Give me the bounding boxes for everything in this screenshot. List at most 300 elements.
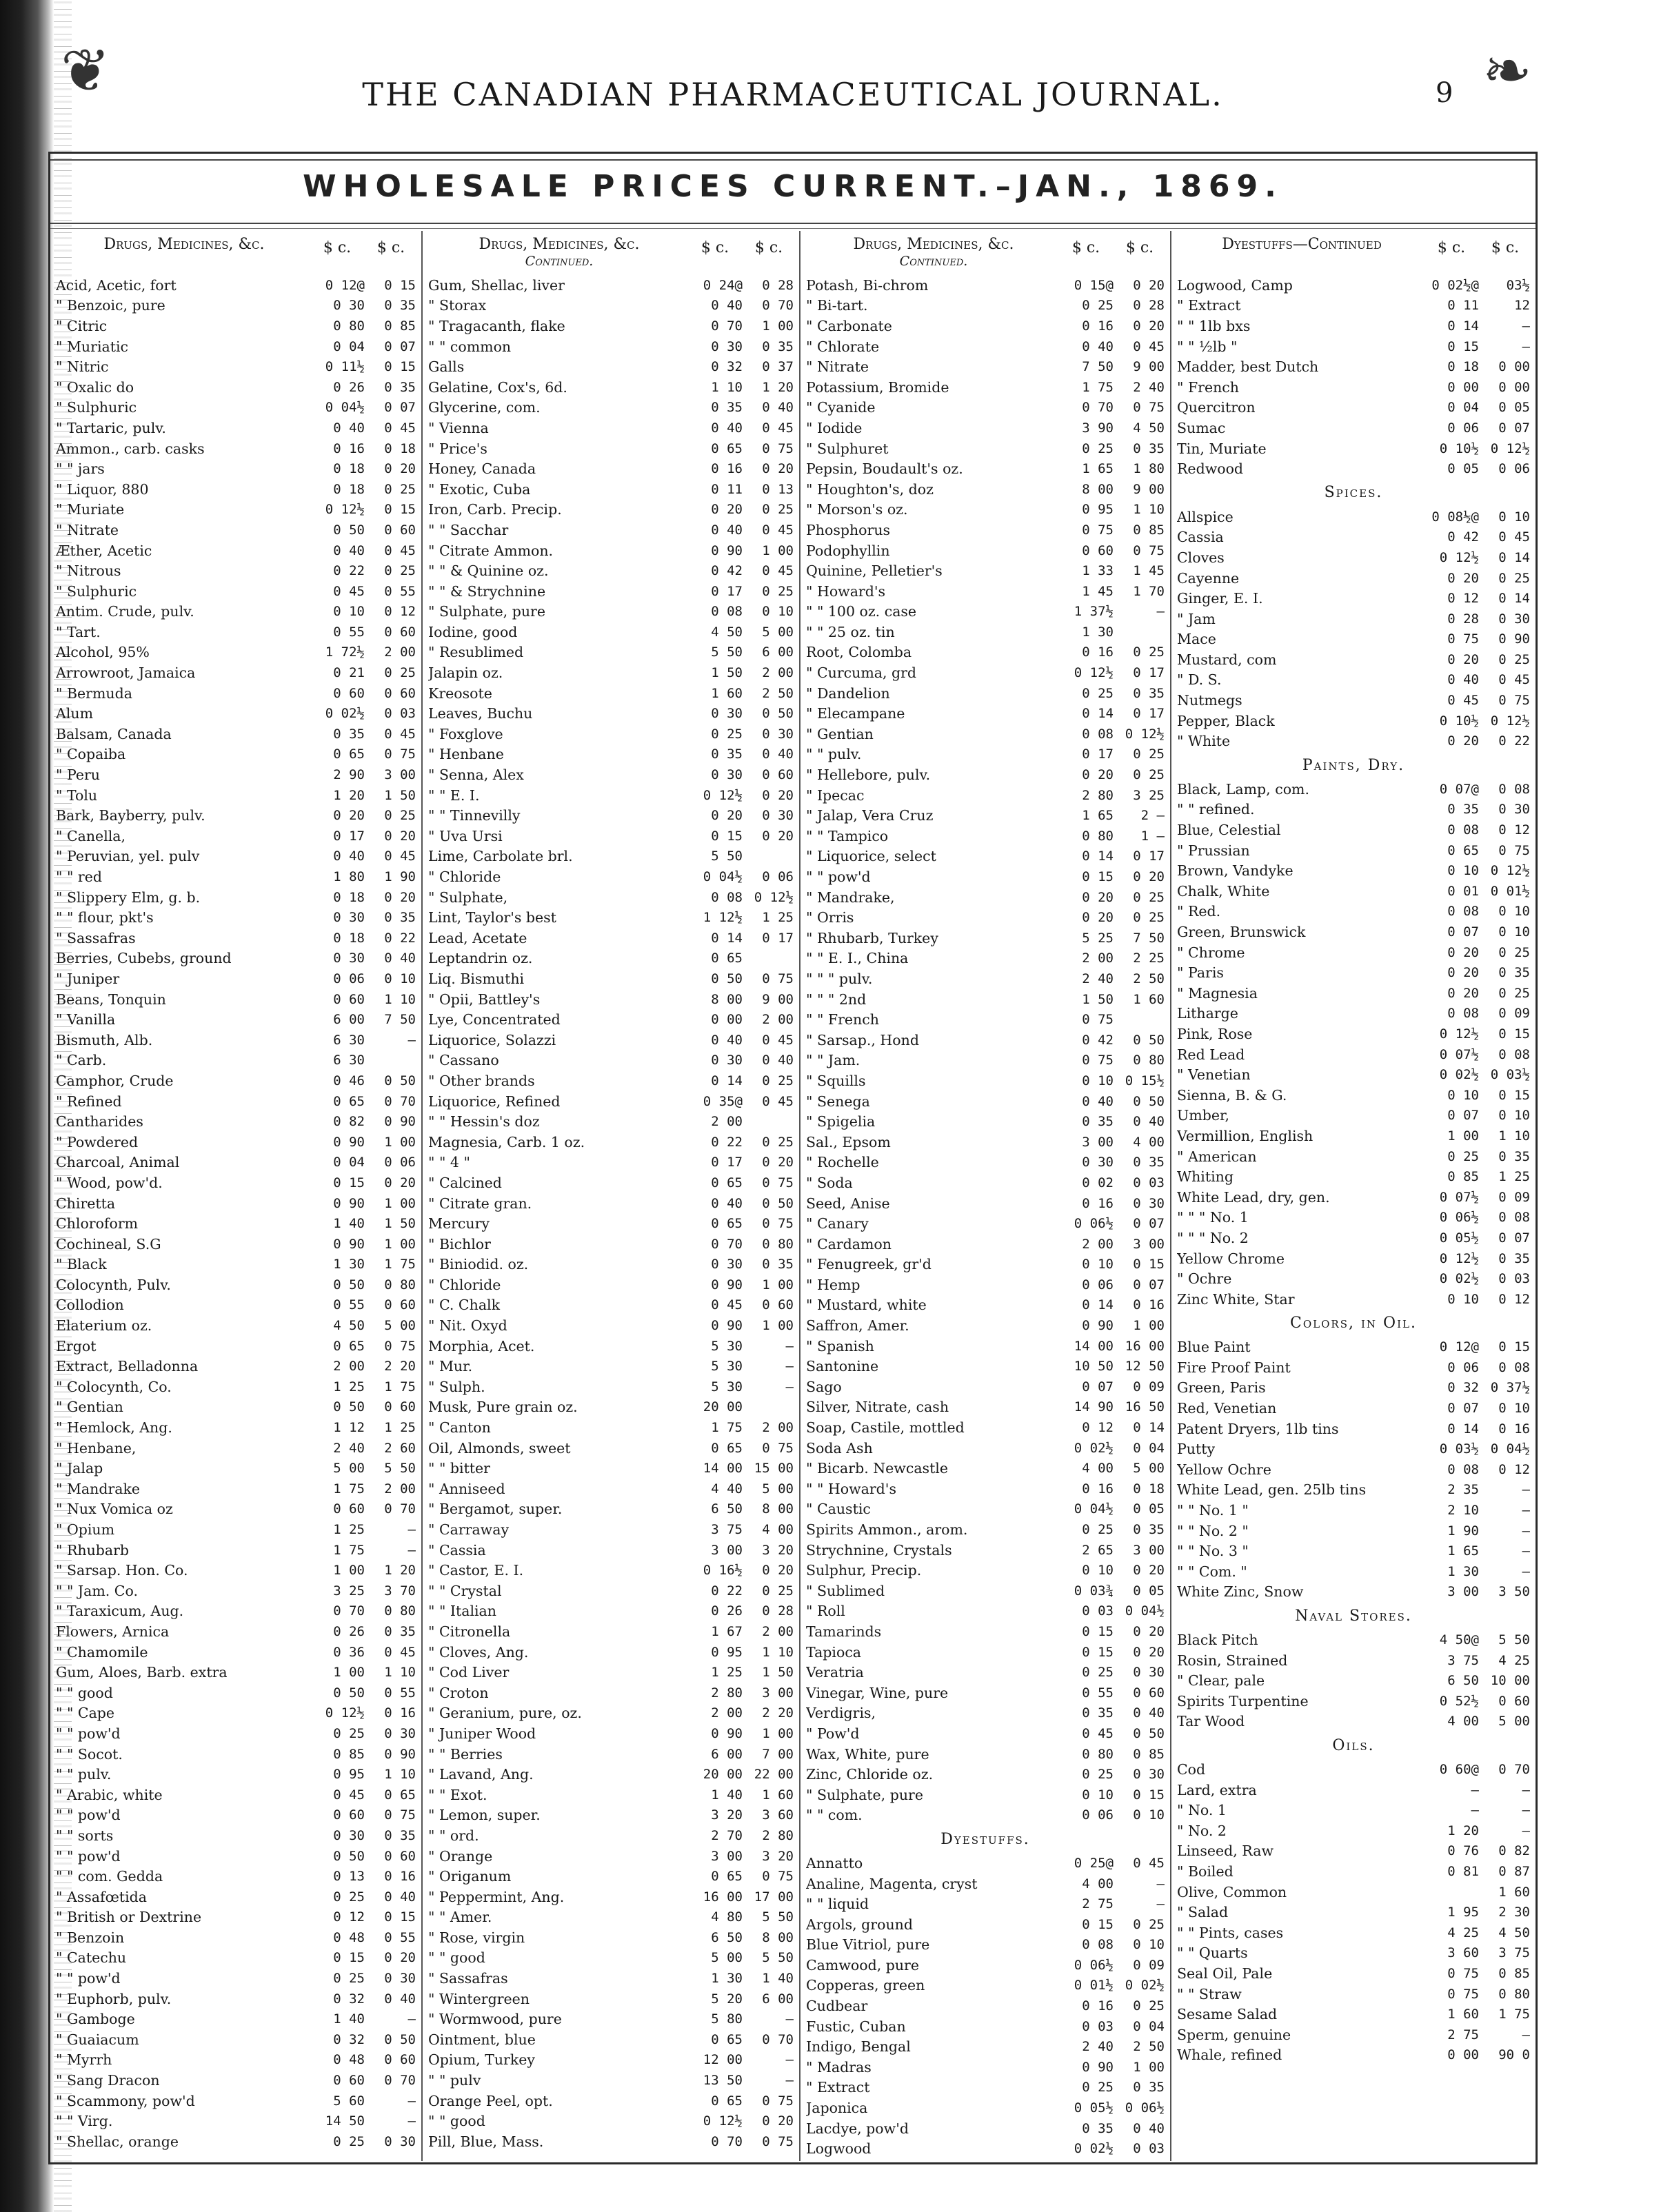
price-high: 0 30 xyxy=(384,1971,416,1987)
price-low: 0 15 xyxy=(1447,338,1479,354)
price-row xyxy=(56,2111,416,2131)
price-low: 0 25 xyxy=(1447,1148,1479,1164)
price-low: 0 15 xyxy=(1082,1623,1114,1639)
price-low: 5 50 xyxy=(711,849,743,864)
price-low: 0 06 xyxy=(333,971,365,986)
column-title xyxy=(428,236,690,270)
column-units xyxy=(1427,236,1530,256)
item-name: " Peru xyxy=(56,767,100,784)
price-high: 0 25 xyxy=(1133,910,1165,926)
item-name: " Biniodid. oz. xyxy=(428,1256,529,1273)
price-row xyxy=(428,1173,794,1193)
price-high: 4 00 xyxy=(1133,1134,1165,1150)
item-name: Argols, ground xyxy=(806,1916,913,1933)
item-name: Sago xyxy=(806,1378,842,1395)
price-high: 0 30 xyxy=(1133,1767,1165,1783)
price-low: 0 17 xyxy=(333,828,365,844)
price-row xyxy=(428,581,794,602)
price-high: 4 50 xyxy=(1498,1925,1530,1940)
price-high: 0 35 xyxy=(1133,1522,1165,1538)
price-row xyxy=(428,1744,794,1765)
item-name: " " " 2nd xyxy=(806,991,867,1008)
price-row xyxy=(806,1874,1165,1894)
price-row xyxy=(1177,1268,1530,1289)
price-low: 0 60 xyxy=(333,1501,365,1517)
price-low: 3 60 xyxy=(1447,1945,1479,1961)
price-high: 0 01½ xyxy=(1490,883,1530,899)
item-name: " Nitrate xyxy=(806,358,869,376)
price-low: 3 00 xyxy=(711,1542,743,1558)
price-row xyxy=(56,887,416,908)
price-low: 0 14 xyxy=(1082,849,1114,864)
price-row xyxy=(56,1336,416,1357)
item-name: Iodine, good xyxy=(428,623,518,640)
price-high: 12 50 xyxy=(1125,1359,1165,1374)
item-name: Berries, Cubebs, ground xyxy=(56,950,232,967)
price-high: 0 35 xyxy=(1133,685,1165,701)
price-low: 0 90 xyxy=(711,1725,743,1741)
price-high: 1 — xyxy=(1140,828,1165,844)
price-low: 0 30 xyxy=(1082,1155,1114,1170)
price-high: 0 75 xyxy=(1133,542,1165,558)
price-high: 9 00 xyxy=(762,991,794,1007)
price-low: 2 00 xyxy=(711,1705,743,1721)
price-row xyxy=(806,1560,1165,1581)
item-name: Annatto xyxy=(806,1854,863,1871)
price-low: 0 32 xyxy=(711,359,743,375)
price-row xyxy=(56,1234,416,1255)
price-row xyxy=(806,1519,1165,1540)
price-high: 0 15 xyxy=(1498,1339,1530,1355)
item-name: Cayenne xyxy=(1177,569,1240,587)
price-low: 4 50 xyxy=(333,1318,365,1334)
price-low: 0 02½ xyxy=(1074,2141,1114,2157)
price-low: 0 95 xyxy=(711,1644,743,1660)
price-low: 0 10½ xyxy=(1439,713,1479,729)
price-low: 0 04 xyxy=(333,338,365,354)
price-low: 2 10 xyxy=(1447,1503,1479,1519)
price-low: 1 72½ xyxy=(325,645,365,660)
column-title xyxy=(806,236,1061,270)
price-low: 0 16½ xyxy=(703,1563,743,1579)
price-low: 0 65 xyxy=(1447,842,1479,858)
price-high: 0 20 xyxy=(384,889,416,905)
price-row xyxy=(56,336,416,357)
price-low: 0 10½ xyxy=(1439,440,1479,456)
price-low: 3 90 xyxy=(1082,420,1114,436)
price-high: 0 60 xyxy=(384,685,416,701)
price-low: 0 16 xyxy=(1082,1481,1114,1496)
item-name: " Muriate xyxy=(56,501,125,518)
price-row xyxy=(56,1601,416,1622)
price-row xyxy=(428,500,794,520)
price-row xyxy=(56,1560,416,1581)
item-name: Antim. Crude, pulv. xyxy=(56,603,194,620)
price-low: 4 80 xyxy=(711,1909,743,1925)
price-row xyxy=(428,989,794,1010)
price-row xyxy=(56,1315,416,1336)
price-row xyxy=(1177,356,1530,377)
price-high: 0 50 xyxy=(1133,1093,1165,1109)
price-low: 0 70 xyxy=(711,1236,743,1252)
price-row xyxy=(806,1540,1165,1561)
price-row xyxy=(1177,1459,1530,1480)
price-row xyxy=(56,1825,416,1846)
price-high: 0 37 xyxy=(762,359,794,375)
price-high: 0 28 xyxy=(762,277,794,293)
price-high: — xyxy=(785,2073,794,2089)
price-low: 0 05½ xyxy=(1439,1230,1479,1246)
price-low: 0 10 xyxy=(1447,1087,1479,1103)
item-name: " " Socot. xyxy=(56,1745,123,1763)
price-high: 3 00 xyxy=(384,767,416,783)
price-high: — xyxy=(1156,604,1165,620)
price-low: 0 65 xyxy=(711,1175,743,1190)
price-low: 0 08 xyxy=(711,604,743,620)
price-low: 0 20 xyxy=(1447,944,1479,960)
price-low: 1 65 xyxy=(1447,1543,1479,1559)
price-low: 2 40 xyxy=(1082,971,1114,986)
price-high: 0 09 xyxy=(1498,1189,1530,1205)
price-row xyxy=(56,1581,416,1601)
price-low: 0 60 xyxy=(333,1807,365,1823)
price-low: 0 35 xyxy=(1082,1705,1114,1721)
price-low: 0 20 xyxy=(1447,733,1479,749)
price-high: 0 20 xyxy=(762,787,794,803)
price-row xyxy=(428,1887,794,1907)
price-low: 0 12@ xyxy=(1439,1339,1479,1355)
item-name: " Extract xyxy=(1177,297,1241,314)
price-low: 0 85 xyxy=(1447,1169,1479,1185)
price-high: 1 25 xyxy=(1498,1169,1530,1185)
price-high: 0 70 xyxy=(762,2031,794,2047)
price-high: 1 60 xyxy=(1133,991,1165,1007)
price-row xyxy=(1177,1759,1530,1780)
item-name: " " Cape xyxy=(56,1705,115,1722)
price-high: 5 00 xyxy=(762,1481,794,1496)
price-row xyxy=(1177,547,1530,568)
price-row xyxy=(806,581,1165,602)
item-name: Umber, xyxy=(1177,1107,1230,1124)
item-name: " " Pints, cases xyxy=(1177,1924,1284,1941)
price-row xyxy=(428,744,794,765)
price-low: 0 03 xyxy=(1082,2018,1114,2034)
price-low: 0 04½ xyxy=(1074,1501,1114,1517)
price-row xyxy=(1177,568,1530,589)
item-name: Blue Vitriol, pure xyxy=(806,1936,930,1954)
item-name: " " good xyxy=(428,2113,485,2130)
price-low: 0 76 xyxy=(1447,1843,1479,1859)
price-row xyxy=(1177,649,1530,670)
price-high: 0 09 xyxy=(1133,1379,1165,1394)
price-row xyxy=(428,1785,794,1805)
price-row xyxy=(1177,1166,1530,1187)
price-row xyxy=(56,398,416,418)
price-row xyxy=(428,1417,794,1438)
price-high: 0 10 xyxy=(1498,1108,1530,1124)
price-low: 0 25 xyxy=(1082,1767,1114,1783)
price-row xyxy=(428,316,794,336)
price-high: 22 00 xyxy=(754,1767,794,1783)
price-row xyxy=(806,2138,1165,2159)
price-low: 4 40 xyxy=(711,1481,743,1496)
price-high: 2 50 xyxy=(762,685,794,701)
price-high: 0 70 xyxy=(384,1501,416,1517)
price-row xyxy=(428,2091,794,2111)
item-name: Arrowroot, Jamaica xyxy=(56,664,196,682)
price-high: 0 08 xyxy=(1498,781,1530,797)
item-name: Kreosote xyxy=(428,684,492,702)
price-row xyxy=(428,1458,794,1479)
price-row xyxy=(56,2131,416,2152)
price-row xyxy=(56,1805,416,1826)
price-low: 0 35 xyxy=(1447,802,1479,818)
price-low: 0 10 xyxy=(1447,863,1479,879)
price-row xyxy=(1177,336,1530,357)
price-low: 1 25 xyxy=(333,1379,365,1394)
price-low: 0 17 xyxy=(1082,747,1114,762)
price-row xyxy=(56,1479,416,1499)
corner-ornament-left-icon: ❦ xyxy=(61,37,111,105)
price-low: 0 10 xyxy=(333,604,365,620)
price-low: 8 00 xyxy=(1082,481,1114,497)
price-high: 0 80 xyxy=(384,1277,416,1292)
price-low: 0 80 xyxy=(333,318,365,334)
price-row xyxy=(56,1377,416,1397)
item-name: " " refined. xyxy=(1177,801,1255,818)
price-high: 0 25 xyxy=(1133,767,1165,783)
price-high: 1 25 xyxy=(384,1420,416,1436)
price-high: 0 12 xyxy=(384,604,416,620)
item-name: Lint, Taylor's best xyxy=(428,909,556,926)
price-low: 0 35 xyxy=(1082,1114,1114,1130)
item-name: " Henbane xyxy=(428,746,504,763)
price-low: 0 95 xyxy=(1082,502,1114,518)
price-high: 3 20 xyxy=(762,1542,794,1558)
price-row xyxy=(806,1621,1165,1642)
price-low: 0 25 xyxy=(333,1971,365,1987)
price-high: 1 50 xyxy=(384,787,416,803)
price-high: 0 50 xyxy=(762,1195,794,1211)
price-row xyxy=(1177,902,1530,922)
price-row xyxy=(806,948,1165,969)
item-name: " Rhubarb, Turkey xyxy=(806,929,938,946)
price-low: 0 07½ xyxy=(1439,1189,1479,1205)
item-name: Lard, extra xyxy=(1177,1781,1257,1798)
price-low: 8 00 xyxy=(711,991,743,1007)
price-low: 0 07½ xyxy=(1439,1046,1479,1062)
price-row xyxy=(806,1417,1165,1438)
price-low: 0 14 xyxy=(1082,706,1114,722)
price-high: 0 82 xyxy=(1498,1843,1530,1859)
price-row xyxy=(1177,1882,1530,1902)
price-high: 0 65 xyxy=(384,1787,416,1803)
item-name: Honey, Canada xyxy=(428,460,536,478)
price-row xyxy=(1177,779,1530,800)
item-name: " Copaiba xyxy=(56,746,126,763)
item-name: " " " pulv. xyxy=(806,970,873,987)
item-name: Logwood xyxy=(806,2140,872,2158)
price-high: 0 03 xyxy=(1498,1271,1530,1287)
price-row xyxy=(56,1275,416,1295)
section-heading: Spices. xyxy=(1324,484,1383,502)
price-row xyxy=(56,1499,416,1520)
price-high: 0 15 xyxy=(1133,1787,1165,1803)
price-row xyxy=(56,1662,416,1683)
item-name: Musk, Pure grain oz. xyxy=(428,1399,578,1416)
item-name: " Assafœtida xyxy=(56,1888,148,1905)
price-low: 0 20 xyxy=(711,502,743,518)
price-high: 0 12½ xyxy=(1490,713,1530,729)
item-name: " " flour, pkt's xyxy=(56,909,154,926)
price-row xyxy=(428,1519,794,1540)
price-high: 2 30 xyxy=(1498,1905,1530,1920)
item-name: Madder, best Dutch xyxy=(1177,358,1319,376)
price-high: 0 12 xyxy=(1498,822,1530,838)
item-name: " Nitric xyxy=(56,358,109,376)
price-high: 0 75 xyxy=(384,1807,416,1823)
price-row xyxy=(1177,1106,1530,1126)
item-name: " Chrome xyxy=(1177,944,1245,961)
price-row xyxy=(56,1438,416,1459)
price-high: 3 50 xyxy=(1498,1584,1530,1600)
item-name: Lime, Carbolate brl. xyxy=(428,848,573,865)
item-name: " Peruvian, yel. pulv xyxy=(56,848,200,865)
price-high: — xyxy=(1522,1543,1530,1559)
price-low: 0 55 xyxy=(333,1297,365,1313)
price-high: 5 50 xyxy=(762,1909,794,1925)
price-low: 0 60@ xyxy=(1439,1761,1479,1777)
price-high: 0 06 xyxy=(384,1155,416,1170)
item-name: " Pow'd xyxy=(806,1725,860,1742)
price-low: 1 00 xyxy=(333,1665,365,1681)
price-low: 3 75 xyxy=(711,1522,743,1538)
price-high: 0 25 xyxy=(1498,985,1530,1001)
price-row xyxy=(428,683,794,704)
price-high: — xyxy=(785,2011,794,2027)
price-row xyxy=(806,296,1165,316)
price-high: 1 75 xyxy=(1498,2007,1530,2022)
price-low: 0 40 xyxy=(1082,1093,1114,1109)
price-high: 0 12 xyxy=(1498,1461,1530,1477)
price-high: 0 20 xyxy=(384,461,416,477)
price-high: 0 20 xyxy=(384,1950,416,1966)
price-row xyxy=(56,744,416,765)
price-high: 0 45 xyxy=(762,1032,794,1048)
item-name: " Juniper Wood xyxy=(428,1725,536,1742)
price-high: 0 75 xyxy=(762,1440,794,1456)
price-high: 0 20 xyxy=(762,1155,794,1170)
item-name: " Mur. xyxy=(428,1358,473,1375)
price-low: 5 30 xyxy=(711,1379,743,1394)
price-low: 0 08 xyxy=(1447,822,1479,838)
price-row xyxy=(1177,840,1530,861)
price-row xyxy=(428,1662,794,1683)
price-high: — xyxy=(1156,1876,1165,1891)
item-name: Pill, Blue, Mass. xyxy=(428,2133,544,2150)
section-heading: Oils. xyxy=(1332,1736,1375,1754)
item-name: " Black xyxy=(56,1256,107,1273)
price-high: 0 75 xyxy=(762,971,794,986)
price-high: 0 14 xyxy=(1498,549,1530,565)
price-row xyxy=(56,602,416,622)
price-high: 1 50 xyxy=(762,1665,794,1681)
price-row xyxy=(1177,1146,1530,1167)
price-row xyxy=(1177,1500,1530,1521)
price-row xyxy=(56,356,416,377)
price-row xyxy=(56,1866,416,1887)
item-name: " Myrrh xyxy=(56,2051,112,2069)
price-high: 0 22 xyxy=(1498,733,1530,749)
price-high: 1 45 xyxy=(1133,563,1165,579)
price-high: 0 25 xyxy=(1133,645,1165,660)
price-low: 0 40 xyxy=(333,542,365,558)
item-name: " Carraway xyxy=(428,1521,510,1539)
item-name: " Red. xyxy=(1177,903,1221,920)
price-row xyxy=(1177,588,1530,609)
price-row xyxy=(806,500,1165,520)
price-row xyxy=(428,2131,794,2152)
price-high: 90 0 xyxy=(1498,2047,1530,2063)
item-name: " " No. 1 " xyxy=(1177,1502,1249,1519)
price-high: 6 00 xyxy=(762,1991,794,2007)
item-name: " Cassia xyxy=(428,1541,486,1559)
price-row xyxy=(56,418,416,438)
item-name: Balsam, Canada xyxy=(56,725,172,742)
price-high: 2 20 xyxy=(384,1359,416,1374)
item-name: " Sulphuric xyxy=(56,582,137,600)
price-row xyxy=(1177,1670,1530,1691)
price-high: 0 14 xyxy=(1498,591,1530,607)
price-low: 0 30 xyxy=(711,767,743,783)
item-name: " Chloride xyxy=(428,1276,501,1293)
price-row xyxy=(806,1723,1165,1744)
price-low: 0 15 xyxy=(1082,1644,1114,1660)
item-name: " Cod Liver xyxy=(428,1664,510,1681)
price-low: 5 50 xyxy=(711,645,743,660)
unit-label: $ c. xyxy=(1071,239,1100,256)
item-name: " Taraxicum, Aug. xyxy=(56,1603,184,1620)
price-row xyxy=(1177,1582,1530,1603)
item-name: " Morson's oz. xyxy=(806,501,908,518)
item-name: " Wormwood, pure xyxy=(428,2011,562,2028)
price-row xyxy=(56,1785,416,1805)
price-low: 0 45 xyxy=(711,1297,743,1313)
price-high: 0 40 xyxy=(384,951,416,966)
price-low: 0 25 xyxy=(1082,685,1114,701)
item-name: " Sulph. xyxy=(428,1378,485,1395)
price-row xyxy=(428,866,794,887)
price-high: — xyxy=(1522,1563,1530,1579)
price-low: 0 55 xyxy=(1082,1685,1114,1701)
price-high: 0 10 xyxy=(762,604,794,620)
price-row xyxy=(1177,1712,1530,1732)
price-low: 0 60 xyxy=(333,2073,365,2089)
item-name: White Lead, dry, gen. xyxy=(1177,1188,1330,1206)
price-row xyxy=(806,826,1165,846)
item-name: " Spanish xyxy=(806,1337,874,1354)
price-row xyxy=(428,356,794,377)
item-name: " " pulv. xyxy=(56,1766,112,1783)
price-row xyxy=(428,968,794,989)
item-name: Yellow Ochre xyxy=(1177,1461,1271,1478)
price-low: 0 20 xyxy=(1082,767,1114,783)
item-name: Galls xyxy=(428,358,465,376)
price-high: 0 07 xyxy=(1133,1277,1165,1292)
price-high: 5 00 xyxy=(1498,1714,1530,1729)
price-high: 0 25 xyxy=(1133,889,1165,905)
price-low: 1 20 xyxy=(1447,1823,1479,1838)
